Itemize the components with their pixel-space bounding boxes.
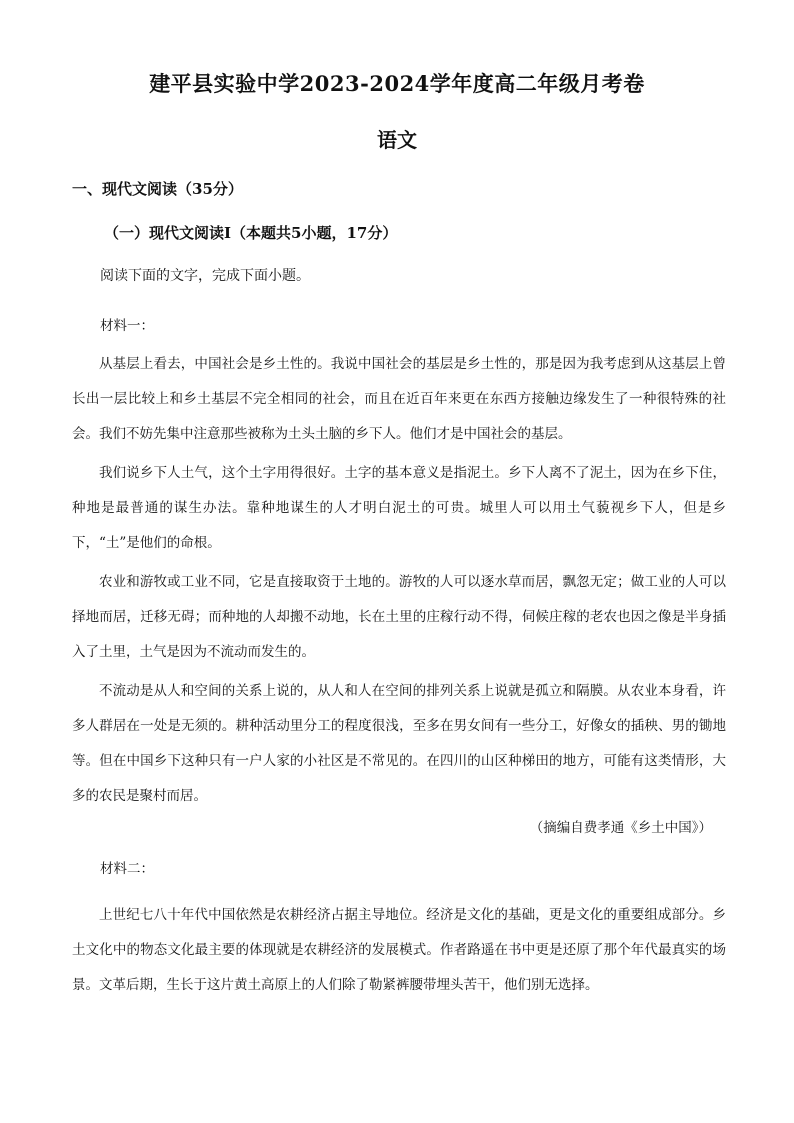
instruction-text: 阅读下面的文字，完成下面小题。 bbox=[100, 268, 310, 284]
exam-title: 建平县实验中学2023-2024学年度高二年级月考卷 bbox=[149, 71, 645, 96]
material-one-paragraph: 从基层上看去，中国社会是乡土性的。我说中国社会的基层是乡土性的，那是因为我考虑到从这基层上曾长出一层比较上和乡土基层不完全相同的社会，而且在近百年来更在东西方接触边缘发生了一种很特殊的社会。我们不妨先集中注意那些被称为土头土脑的乡下人。他们才是中国社会的基层。 bbox=[72, 356, 726, 442]
subsection-heading: （一）现代文阅读Ⅰ（本题共5小题，17分） bbox=[104, 224, 398, 242]
material-two-label: 材料二： bbox=[100, 861, 154, 877]
material-one-source: （摘编自费孝通《乡土中国》） bbox=[529, 820, 712, 836]
material-two-paragraph: 上世纪七八十年代中国依然是农耕经济占据主导地位。经济是文化的基础，更是文化的重要组成部分。乡土文化中的物态文化最主要的体现就是农耕经济的发展模式。作者路遥在书中更是还原了那个年代最真实的场景。文革后期，生长于这片黄土高原上的人们除了勒紧裤腰带埋头苦干，他们别无选择。 bbox=[72, 907, 726, 993]
subject-title: 语文 bbox=[377, 128, 417, 152]
material-one-label: 材料一： bbox=[100, 318, 154, 334]
section-heading: 一、现代文阅读（35分） bbox=[72, 180, 243, 198]
material-one-paragraph: 我们说乡下人土气，这个土字用得很好。土字的基本意义是指泥土。乡下人离不了泥土，因为在乡下住，种地是最普通的谋生办法。靠种地谋生的人才明白泥土的可贵。城里人可以用土气藐视乡下人，但是乡下，“土”是他们的命根。 bbox=[72, 465, 726, 551]
material-one-paragraph: 不流动是从人和空间的关系上说的，从人和人在空间的排列关系上说就是孤立和隔膜。从农业本身看，许多人群居在一处是无须的。耕种活动里分工的程度很浅，至多在男女间有一些分工，好像女的插秧、男的锄地等。但在中国乡下这种只有一户人家的小社区是不常见的。在四川的山区种梯田的地方，可能有这类情形，大多的农民是聚村而居。 bbox=[72, 683, 726, 804]
material-one-paragraph: 农业和游牧或工业不同，它是直接取资于土地的。游牧的人可以逐水草而居，飘忽无定；做工业的人可以择地而居，迁移无碍；而种地的人却搬不动地，长在土里的庄稼行动不得，伺候庄稼的老农也因之像是半身插入了土里，土气是因为不流动而发生的。 bbox=[72, 574, 726, 660]
